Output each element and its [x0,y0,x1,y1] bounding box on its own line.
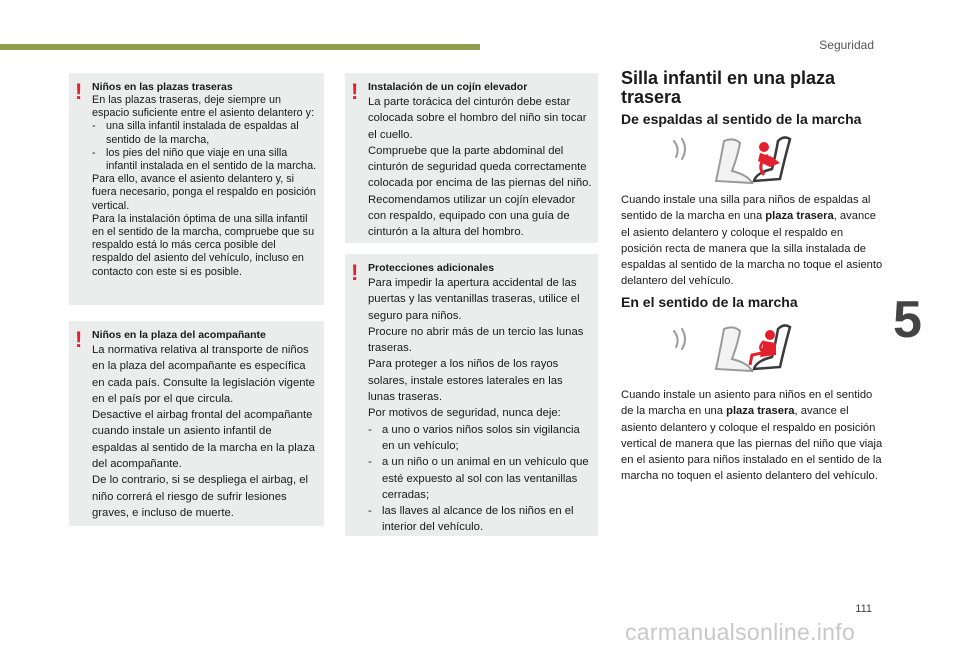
box-text: Compruebe que la parte abdominal del cinturón de seguridad queda correctamente colocada por encima de las piernas del niño. [368,144,592,190]
box-text: Procure no abrir más de un tercio las lunas traseras. [368,325,584,355]
warning-box-protections [345,254,598,536]
forward-facing-heading: En el sentido de la marcha [621,294,798,310]
header-accent-bar [0,44,480,50]
forward-facing-seat-illustration [668,321,810,379]
box-text: Desactive el airbag frontal del acompañante cuando instale un asiento infantil de espaldas al sentido de la marcha en la plaza del acompañante. [92,409,315,471]
box-text: Para ello, avance el asiento delantero y, si fuera necesario, ponga el respaldo en posición vertical. [92,173,316,212]
box-title: Protecciones adicionales [368,262,495,274]
rear-facing-heading: De espaldas al sentido de la marcha [621,111,862,127]
box-text: Para la instalación óptima de una silla infantil en el sentido de la marcha, compruebe que su respaldo está lo más cerca posible del respaldo del asiento del vehículo, incluso en contacto con este si es posible. [92,212,315,278]
box-text: La parte torácica del cinturón debe estar colocada sobre el hombro del niño sin tocar el cuello. [368,96,587,141]
list-item: - los pies del niño que viaje en una silla infantil instalada en el sentido de la marcha. [92,146,317,173]
box-title: Instalación de un cojín elevador [368,81,528,93]
rear-facing-text: Cuando instale una silla para niños de espaldas al sentido de la marcha en una plaza trasera, avance el asiento delantero y coloque el respaldo en posición recta de manera que la silla instalada de espaldas al sentido de la marcha no toque el asiento delantero del vehículo. [621,194,883,288]
warning-icon: ! [351,260,359,285]
watermark: carmanualsonline.info [625,619,856,645]
forward-facing-text: Cuando instale un asiento para niños en el sentido de la marcha en una plaza trasera, avance el asiento delantero y coloque el respaldo en posición vertical de manera que las piernas del niño que viaja en el asiento para niños instalado en el sentido de la marcha no toquen el asiento delantero del vehículo. [621,389,883,483]
warning-icon: ! [75,79,83,104]
warning-icon: ! [75,327,83,352]
box-text: Por motivos de seguridad, nunca deje: [368,407,561,420]
box-text: Recomendamos utilizar un cojín elevador con respaldo, equipado con una guía de cinturón a la altura del hombro. [368,193,576,239]
list-item: - las llaves al alcance de los niños en el interior del vehículo. [368,505,574,534]
warning-box-front-passenger [69,321,324,526]
warning-icon: ! [351,79,359,104]
box-text: La normativa relativa al transporte de niños en la plaza del acompañante es específica en cada país. Consulte la legislación vigente en el país por el que circula. [92,344,315,405]
section-title: Seguridad [819,38,874,52]
page-number: 111 [855,603,872,615]
chapter-number: 5 [893,291,922,349]
box-text: De lo contrario, si se despliega el airbag, el niño correrá el riesgo de sufrir lesiones graves, e incluso de muerte. [92,474,309,519]
rear-facing-seat-illustration [668,135,810,191]
page-heading: Silla infantil en una plaza trasera [621,68,836,107]
warning-box-booster [345,73,598,243]
box-title: Niños en la plaza del acompañante [92,329,266,341]
list-item: - a uno o varios niños solos sin vigilancia en un vehículo; [368,423,580,452]
list-item: - a un niño o un animal en un vehículo que esté expuesto al sol con las ventanillas cerradas; [368,456,589,501]
box-text: Para proteger a los niños de los rayos solares, instale estores laterales en las lunas traseras. [368,358,563,404]
box-text: En las plazas traseras, deje siempre un espacio suficiente entre el asiento delantero y: [92,94,315,120]
warning-box-rear-seats [69,73,324,305]
list-item: - una silla infantil instalada de espaldas al sentido de la marcha, [92,120,299,146]
box-title: Niños en las plazas traseras [92,81,233,93]
box-text: Para impedir la apertura accidental de las puertas y las ventanillas traseras, utilice el seguro para niños. [368,277,580,322]
